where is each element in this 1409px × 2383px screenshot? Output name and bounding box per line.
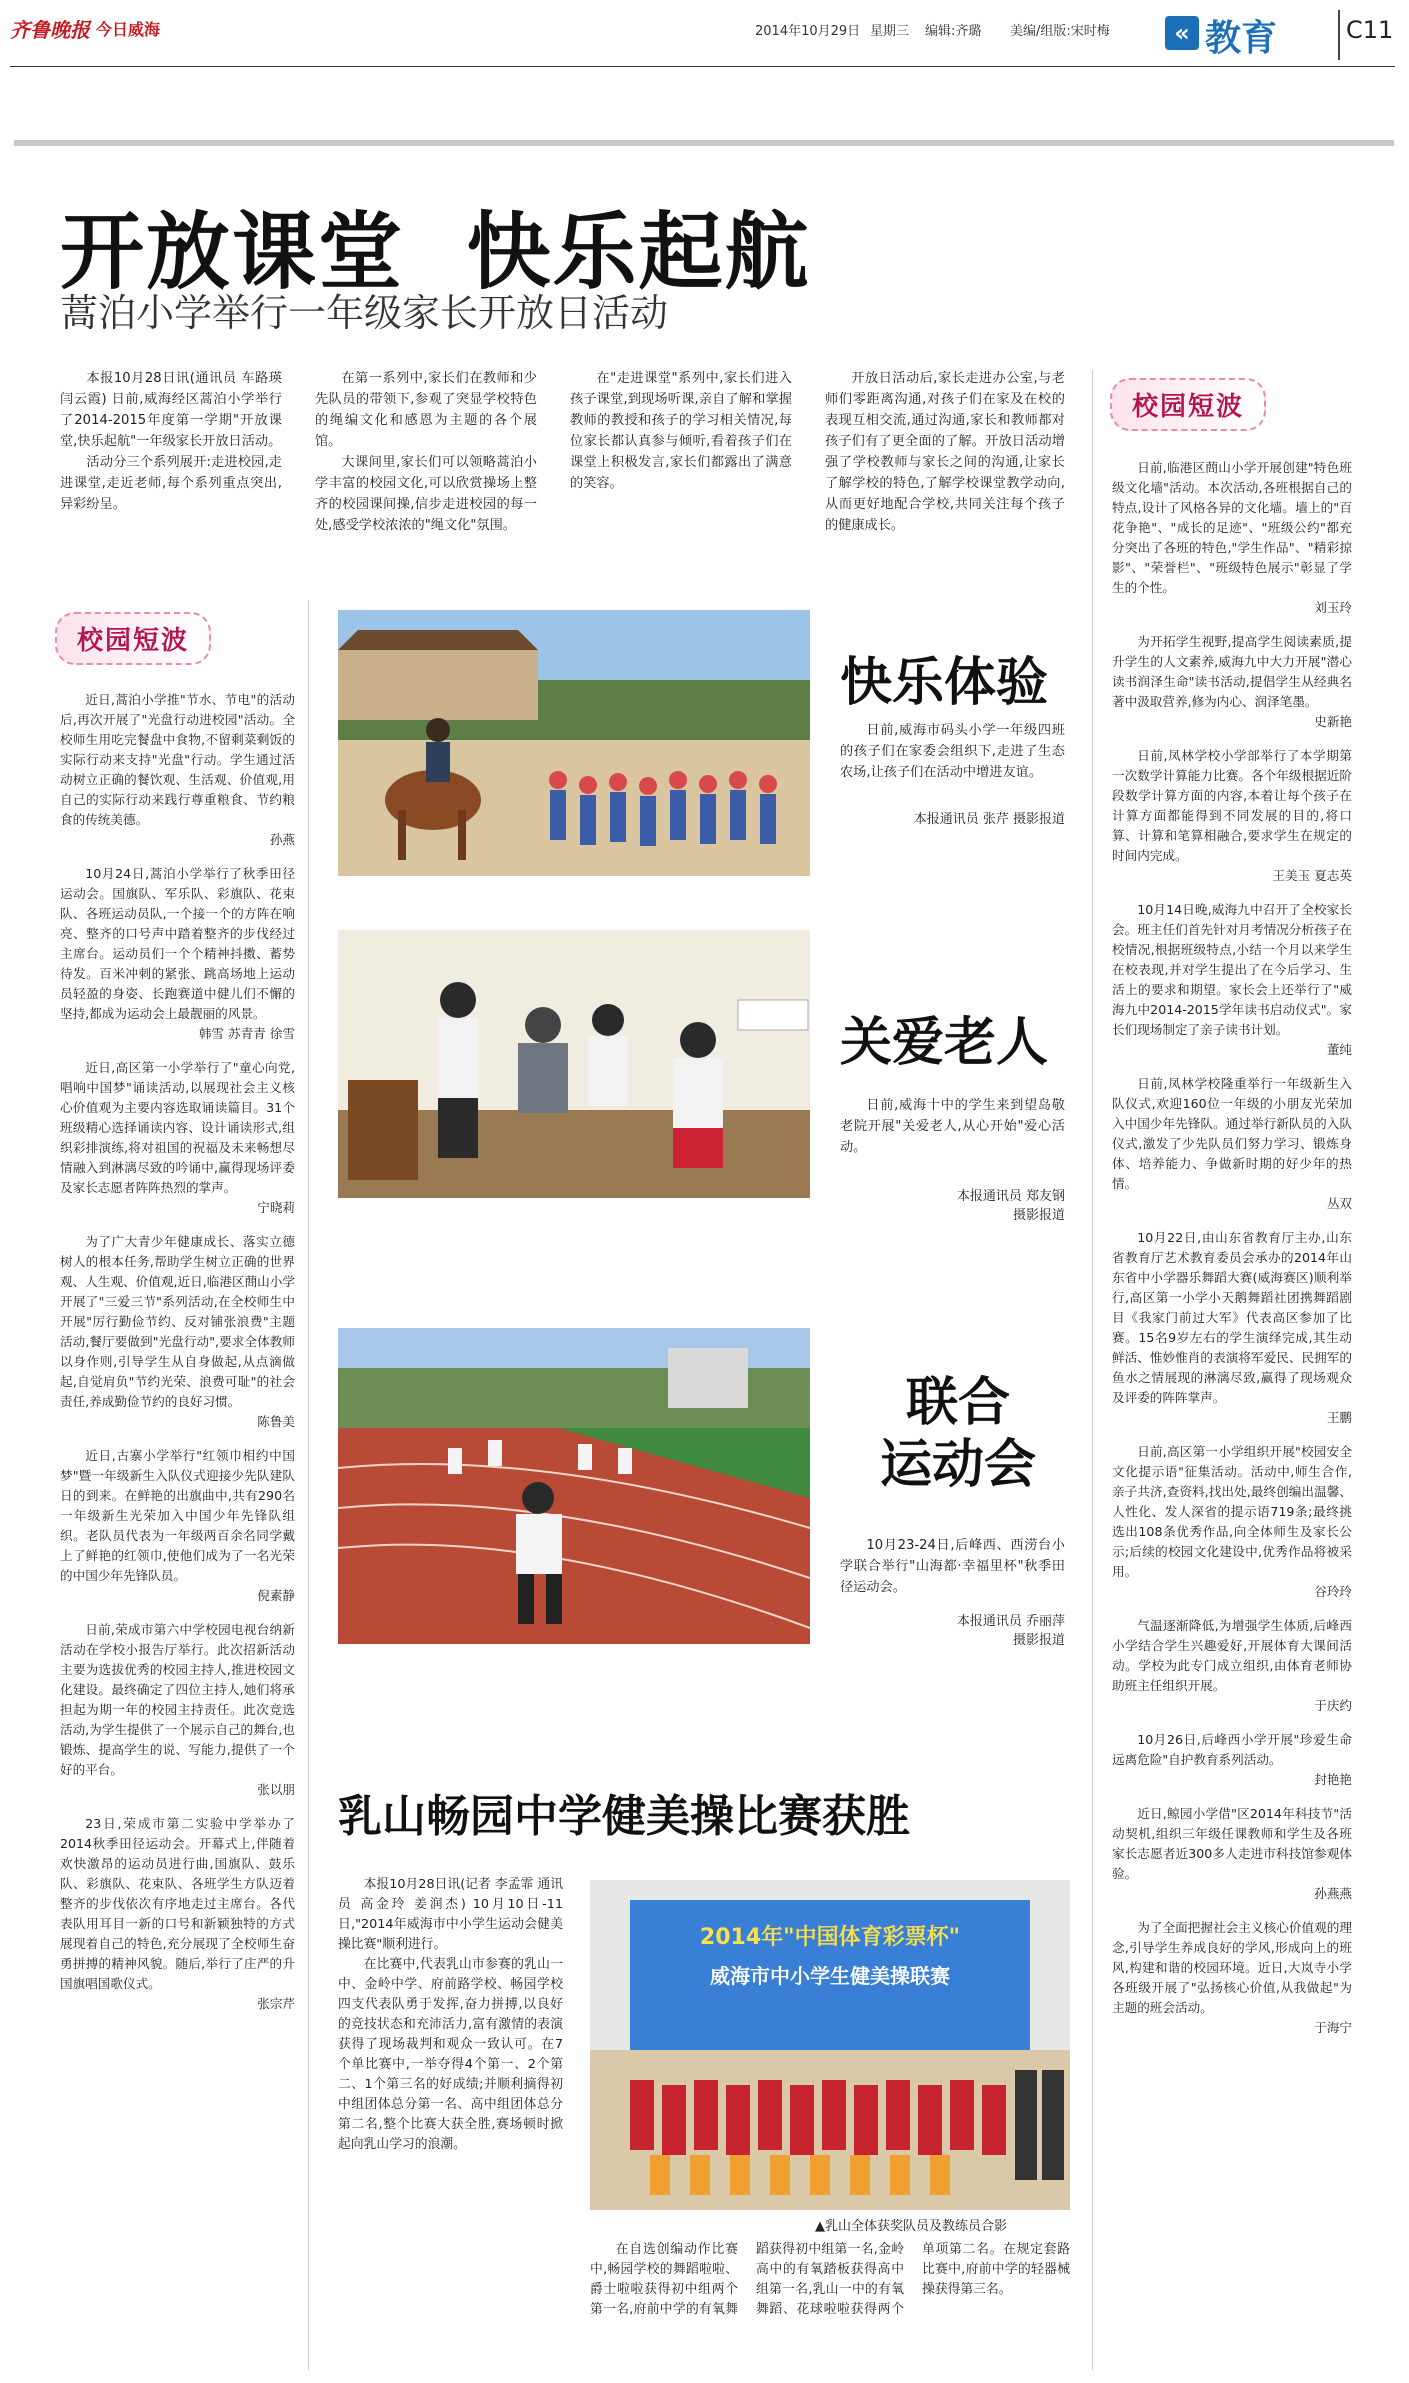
news-author: 张宗芹 [257, 1996, 295, 2011]
campus-news-badge-left: 校园短波 [55, 612, 211, 665]
photo-banner-text: 2014年"中国体育彩票杯" [699, 1925, 961, 1950]
news-item: 23日,荣成市第二实验中学举办了2014秋季田径运动会。开幕式上,伴随着欢快激昂的运动员进行曲,国旗队、鼓乐队、彩旗队、花束队、各班学生方队迈着整齐的步伐依次有序地走过主席台。各代表队用耳目一新的口号和新颖独特的方式展现着自己的特色,充分展现了全校师生奋勇拼搏的精神风貌。随后,举行了庄严的升国旗唱国歌仪式。 张宗芹 [60, 1814, 295, 2014]
news-author: 张以朋 [257, 1782, 295, 1797]
right-news-column [1112, 458, 1352, 2052]
photo-caption: ▲乳山全体获奖队员及教练员合影 [815, 2219, 1007, 2234]
news-author: 孙燕燕 [1314, 1886, 1352, 1901]
news-author: 于海宁 [1314, 2020, 1352, 2035]
news-item: 为了广大青少年健康成长、落实立德树人的根本任务,帮助学生树立正确的世界观、人生观、价值观,近日,临港区蔄山小学开展了"三爱三节"系列活动,在全校师生中开展"厉行勤俭节约、反对铺张浪费"主题活动,餐厅要做到"光盘行动",要求全体教师以身作则,引导学生从自身做起,从点滴做起,自觉肩负"节约光荣、浪费可耻"的社会责任,养成勤俭节约的良好习惯。 陈鲁美 [60, 1232, 295, 1432]
news-item: 10月24日,蒿泊小学举行了秋季田径运动会。国旗队、军乐队、彩旗队、花束队、各班运动员队,一个接一个的方阵在响亮、整齐的口号声中踏着整齐的步伐经过主席台。运动员们一个个精神抖擞、蓄势待发。百米冲刺的紧张、跳高场地上运动员轻盈的身姿、长跑赛道中健儿们不懈的坚持,都成为运动会上最靓丽的风景。 韩雪 苏青青 徐雪 [60, 864, 295, 1044]
lead-paragraph: 在"走进课堂"系列中,家长们进入孩子课堂,到现场听课,亲自了解和掌握教师的教授和孩子的学习相关情况,每位家长都认真参与倾听,看着孩子们在课堂上积极发言,家长们都露出了满意的笑容。 [570, 371, 792, 491]
news-author: 王鹏 [1326, 1410, 1352, 1425]
weekday-text: 星期三 [870, 24, 910, 39]
photo-story-text: 日前,威海市码头小学一年级四班的孩子们在家委会组织下,走进了生态农场,让孩子们在活动中增进友谊。 [840, 723, 1065, 780]
news-item: 近日,鲸园小学借"区2014年科技节"活动契机,组织三年级任课教师和学生及各班家长志愿者近300多人走进市科技馆参观体验。 孙燕燕 [1112, 1804, 1352, 1904]
lead-paragraph: 活动分三个系列展开:走进校园,走进课堂,走近老师,每个系列重点突出,异彩纷呈。 [60, 455, 282, 512]
news-author: 陈鲁美 [257, 1414, 295, 1429]
headline-subtitle: 蒿泊小学举行一年级家长开放日活动 [60, 291, 669, 335]
left-column-divider [308, 600, 309, 2370]
photo-care-elderly [338, 930, 810, 1198]
bottom-article-col-1: 本报10月28日讯(记者 李孟霏 通讯员 高金玲 姜润杰) 10月10日-11日,"2014年威海市中小学生运动会健美操比赛"顺利进行。 在比赛中,代表乳山市参赛的乳山一中、金岭中学、府前路学校、畅园学校四支代表队勇于发挥,奋力拼搏,以良好的竞技状态和充沛活力,富有激情的表演获得了现场裁判和观众一致认可。在7个单比赛中,一举夺得4个第一、2个第二、1个第三名的好成绩;并顺利摘得初中组团体总分第一名、高中组团体总分第二名,整个比赛大获全胜,赛场顿时掀起向乳山学习的浪潮。 [338, 1877, 563, 2152]
news-item: 10月22日,由山东省教育厅主办,山东省教育厅艺术教育委员会承办的2014年山东省中小学器乐舞蹈大赛(威海赛区)顺利举行,高区第一小学小天鹅舞蹈社团携舞蹈剧目《我家门前过大军》代表高区参加了比赛。15名9岁左右的学生演绎完成,其生动鲜活、惟妙惟肖的表演将军爱民、民拥军的鱼水之情展现的淋漓尽致,赢得了现场观众及评委的阵阵掌声。 王鹏 [1112, 1228, 1352, 1428]
campus-news-badge-right: 校园短波 [1110, 378, 1266, 431]
news-author: 倪素静 [257, 1588, 295, 1603]
photo-story-title: 关爱老人 [840, 1013, 1049, 1073]
news-item: 近日,高区第一小学举行了"童心向党,唱响中国梦"诵读活动,以展现社会主义核心价值观为主要内容选取诵读篇目。31个班级精心选择诵读内容、设计诵读形式,组织彩排演练,将对祖国的祝福及未来畅想尽情融入到淋漓尽致的吟诵中,赢得现场评委及家长志愿者阵阵热烈的掌声。 宁晓莉 [60, 1058, 295, 1218]
lead-paragraph: 大课间里,家长们可以领略蒿泊小学丰富的校园文化,可以欣赏操场上整齐的校园课间操,信步走进校园的每一处,感受学校浓浓的"绳文化"氛围。 [315, 455, 537, 533]
bottom-article-title: 乳山畅园中学健美操比赛获胜 [338, 1791, 910, 1842]
news-author: 史新艳 [1314, 714, 1352, 729]
lead-paragraph: 在第一系列中,家长们在教师和少先队员的带领下,参观了突显学校特色的绳编文化和感恩为主题的各个展馆。 [315, 371, 537, 449]
photo-credit: 本报通讯员 郑友钢 摄影报道 [956, 1189, 1065, 1223]
news-item: 近日,蒿泊小学推"节水、节电"的活动后,再次开展了"光盘行动进校园"活动。全校师生用吃完餐盘中食物,不留剩菜剩饭的实际行动来支持"光盘"行动。学生通过活动树立正确的餐饮观、生活观、价值观,用自己的实际行动来践行尊重粮食、节约粮食的传统美德。 孙燕 [60, 690, 295, 850]
masthead [0, 0, 1409, 80]
photo-story-title: 联合 运动会 [880, 1373, 1037, 1495]
photo-happy-experience [338, 610, 810, 876]
news-author: 封艳艳 [1314, 1772, 1352, 1787]
news-item: 日前,荣成市第六中学校园电视台纳新活动在学校小报告厅举行。此次招新活动主要为选拔优秀的校园主持人,推进校园文化建设。最终确定了四位主持人,她们将承担起为期一年的校园主持责任。此次竞选活动,为学生提供了一个展示自己的舞台,也锻炼、提高学生的说、写能力,提供了一个好的平台。 张以朋 [60, 1620, 295, 1800]
paper-logo: 齐鲁晚报 [10, 18, 90, 42]
lead-article-col-1 [60, 368, 282, 515]
lead-article-col-3 [570, 368, 792, 494]
news-item: 气温逐渐降低,为增强学生体质,后峰西小学结合学生兴趣爱好,开展体育大课间活动。学校为此专门成立组织,由体育老师协助班主任组织开展。 于庆约 [1112, 1616, 1352, 1716]
photo-story-text: 日前,威海十中的学生来到望岛敬老院开展"关爱老人,从心开始"爱心活动。 [840, 1098, 1065, 1155]
lead-article-col-4 [825, 368, 1065, 536]
news-item: 日前,高区第一小学组织开展"校园安全文化提示语"征集活动。活动中,师生合作,亲子共济,查资料,找出处,最终创编出温馨、人性化、发人深省的提示语719条;最终挑选出108条优秀作品,向全体师生及家长公示;后续的校园文化建设中,优秀作品将被采用。 谷玲玲 [1112, 1442, 1352, 1602]
photo-story-text: 10月23-24日,后峰西、西涝台小学联合举行"山海都·幸福里杯"秋季田径运动会。 [840, 1538, 1065, 1595]
photo-story-title: 快乐体验 [840, 653, 1049, 713]
page-number: C11 [1346, 16, 1394, 44]
elderly-photo-illustration [338, 930, 810, 1198]
news-author: 董纯 [1326, 1042, 1352, 1057]
right-column-divider [1092, 370, 1093, 2370]
news-author: 宁晓莉 [257, 1200, 295, 1215]
photo-banner-text-2: 威海市中小学生健美操联赛 [710, 1964, 950, 1988]
news-item: 近日,古寨小学举行"红领巾相约中国梦"暨一年级新生入队仪式迎接少先队建队日的到来。在鲜艳的出旗曲中,共有290名一年级新生光荣加入中国少年先锋队组织。老队员代表为一年级两百余名同学戴上了鲜艳的红领巾,使他们成为了一名光荣的中国少年先锋队员。 倪素静 [60, 1446, 295, 1606]
photo-aerobics-team [590, 1880, 1070, 2210]
lead-paragraph: 开放日活动后,家长走进办公室,与老师们零距离沟通,对孩子们在家及在校的表现互相交流,通过沟通,家长和教师都对孩子们有了更全面的了解。开放日活动增强了学校教师与家长之间的沟通,让家长了解学校的特色,了解学校课堂教学动向,从而更好地配合学校,共同关注每个孩子的健康成长。 [825, 371, 1065, 533]
bottom-article-cols-2-4: 在自选创编动作比赛中,畅园学校的舞蹈啦啦、爵士啦啦获得初中组两个第一名,府前中学的有氧舞蹈获得初中组第一名,金岭高中的有氧踏板获得高中组第一名,乳山一中的有氧舞蹈、花球啦啦获得两个单项第二名。在规定套路比赛中,府前中学的轻器械操获得第三名。 [590, 2242, 1070, 2317]
news-item: 日前,凤林学校隆重举行一年级新生入队仪式,欢迎160位一年级的小朋友光荣加入中国少年先锋队。通过举行新队员的入队仪式,激发了少先队员们努力学习、锻炼身体、培养能力、争做新时期的好少年的热情。 丛双 [1112, 1074, 1352, 1214]
designer-text: 美编/组版:宋时梅 [1010, 24, 1110, 39]
news-item: 日前,临港区蔄山小学开展创建"特色班级文化墙"活动。本次活动,各班根据自己的特点,设计了风格各异的文化墙。墙上的"百花争艳"、"成长的足迹"、"班级公约"都充分突出了各班的特色,"学生作品"、"精彩掠影"、"荣誉栏"、"班级特色展示"彰显了学生的个性。 刘玉玲 [1112, 458, 1352, 618]
news-author: 韩雪 苏青青 徐雪 [198, 1026, 295, 1041]
lead-paragraph: 本报10月28日讯(通讯员 车路瑛 闫云霞) 日前,威海经区蒿泊小学举行了2014-2015年度第一学期"开放课堂,快乐起航"一年级家长开放日活动。 [60, 371, 282, 449]
section-divider [1338, 10, 1340, 60]
news-item: 为了全面把握社会主义核心价值观的理念,引导学生养成良好的学风,形成向上的班风,构建和谐的校园环境。近日,大岚寺小学各班级开展了"弘扬核心价值,从我做起"为主题的班会活动。 于海宁 [1112, 1918, 1352, 2038]
news-author: 丛双 [1326, 1196, 1352, 1211]
left-news-column [60, 690, 295, 2028]
photo-sports-meet [338, 1328, 810, 1644]
farm-photo-illustration [338, 610, 810, 876]
sports-photo-illustration [338, 1328, 810, 1644]
news-item: 日前,凤林学校小学部举行了本学期第一次数学计算能力比赛。各个年级根据近阶段数学计算方面的内容,本着让每个孩子在计算方面都能得到不同发展的目的,将口算、计算和笔算相融合,要求学生在规定的时间内完成。 王美玉 夏志英 [1112, 746, 1352, 886]
editor-text: 编辑:齐璐 [925, 24, 982, 39]
lead-article-col-2 [315, 368, 537, 536]
news-author: 谷玲玲 [1314, 1584, 1352, 1599]
edition-label: 今日威海 [96, 20, 161, 39]
news-author: 刘玉玲 [1314, 600, 1352, 615]
news-item: 10月14日晚,威海九中召开了全校家长会。班主任们首先针对月考情况分析孩子在校情况,根据班级特点,小结一个月以来学生在校表现,并对学生提出了在今后学习、生活上的要求和期望。家长会上还举行了"威海九中2014-2015学年读书启动仪式"。家长们现场制定了亲子读书计划。 董纯 [1112, 900, 1352, 1060]
section-title: 教育 [1205, 18, 1278, 59]
news-author: 王美玉 夏志英 [1272, 868, 1352, 883]
section-arrow-icon: « [1165, 16, 1199, 50]
photo-credit: 本报通讯员 乔丽萍 摄影报道 [956, 1614, 1065, 1648]
header-gray-band [14, 140, 1394, 146]
news-item: 10月26日,后峰西小学开展"珍爱生命 远离危险"自护教育系列活动。 封艳艳 [1112, 1730, 1352, 1790]
headline-title: 开放课堂 快乐起航 [60, 203, 811, 301]
date-text: 2014年10月29日 [755, 24, 861, 39]
masthead-rule [10, 66, 1395, 67]
news-author: 于庆约 [1314, 1698, 1352, 1713]
photo-credit: 本报通讯员 张芹 摄影报道 [913, 812, 1065, 827]
news-item: 为开拓学生视野,提高学生阅读素质,提升学生的人文素养,威海九中大力开展"潜心读书润泽生命"读书活动,提倡学生从经典名著中汲取营养,修为内心、润泽笔墨。 史新艳 [1112, 632, 1352, 732]
news-author: 孙燕 [269, 832, 295, 847]
